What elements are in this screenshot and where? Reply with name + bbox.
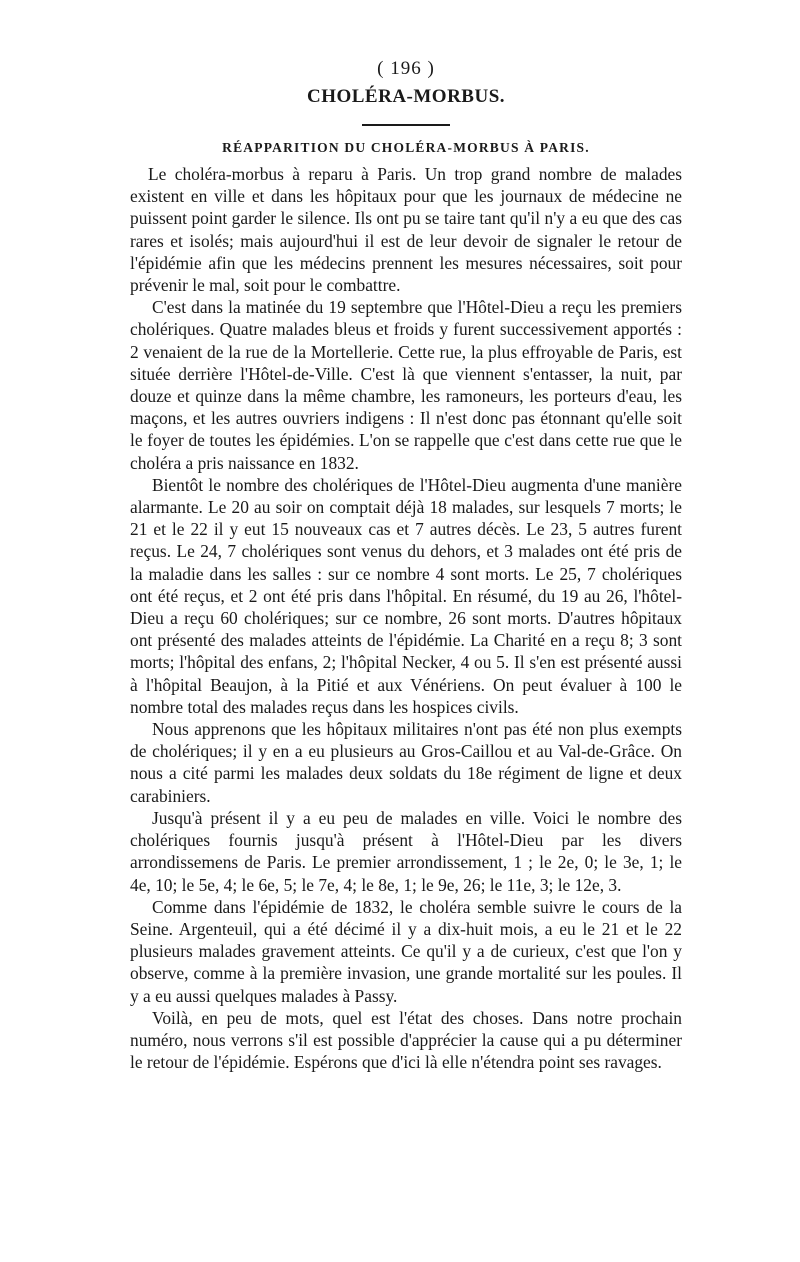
- article-title: RÉAPPARITION DU CHOLÉRA-MORBUS À PARIS.: [222, 140, 590, 155]
- paragraph: Le choléra-morbus à reparu à Paris. Un trop grand nombre de malades existent en ville et dans les hôpitaux pour que les journaux de médecine ne puissent point garder le silence. Ils ont pu se taire tant qu'il n'y a eu que des cas rares et isolés; mais aujourd'hui il est de leur devoir de signaler le retour de l'épidémie afin que les médecins prennent les mesures nécessaires, soit pour prévenir le mal, soit pour le combattre.: [130, 164, 682, 296]
- paragraph: C'est dans la matinée du 19 septembre que l'Hôtel-Dieu a reçu les premiers cholériques. Quatre malades bleus et froids y furent successivement apportés : 2 venaient de la rue de la Mortellerie. Cette rue, la plus effroyable de Paris, est située derrière l'Hôtel-de-Ville. C'est là que viennent s'entasser, la nuit, par douze et quinze dans la même chambre, les ramoneurs, les porteurs d'eau, les maçons, et les autres ouvriers indigens : Il n'est donc pas étonnant qu'elle soit le foyer de toutes les épidémies. L'on se rappelle que c'est dans cette rue que le choléra a pris naissance en 1832.: [130, 297, 682, 473]
- paragraph: Voilà, en peu de mots, quel est l'état des choses. Dans notre prochain numéro, nous verrons s'il est possible d'apprécier la cause qui a pu déterminer le retour de l'épidémie. Espérons que d'ici là elle n'étendra point ses ravages.: [130, 1007, 682, 1073]
- paragraph: Jusqu'à présent il y a eu peu de malades en ville. Voici le nombre des cholériques fournis jusqu'à présent à l'Hôtel-Dieu par les divers arrondissemens de Paris. Le premier arrondissement, 1 ; le 2e, 0; le 3e, 1; le 4e, 10; le 5e, 4; le 6e, 5; le 7e, 4; le 8e, 1; le 9e, 26; le 11e, 3; le 12e, 3.: [130, 807, 682, 895]
- page-number: ( 196 ): [377, 58, 435, 79]
- paragraph: Comme dans l'épidémie de 1832, le choléra semble suivre le cours de la Seine. Argenteuil, qui a été décimé il y a dix-huit mois, a eu le 21 et le 22 plusieurs malades gravement atteints. Ce qu'il y a de curieux, c'est que l'on y observe, comme à la première invasion, une grande mortalité sur les poules. Il y a eu aussi quelques malades à Passy.: [130, 896, 682, 1006]
- paragraph: Nous apprenons que les hôpitaux militaires n'ont pas été non plus exempts de cholériques; il y en a eu plusieurs au Gros-Caillou et au Val-de-Grâce. On nous a cité parmi les malades deux soldats du 18e régiment de ligne et deux carabiniers.: [130, 719, 682, 806]
- document-page: [130, 58, 682, 1073]
- title-divider: [362, 124, 450, 126]
- article-body: [130, 163, 682, 1073]
- paragraph: Bientôt le nombre des cholériques de l'Hôtel-Dieu augmenta d'une manière alarmante. Le 20 au soir on comptait déjà 18 malades, sur lesquels 7 morts; le 21 et le 22 il y eut 15 nouveaux cas et 7 autres décès. Le 23, 5 autres furent reçus. Le 24, 7 cholériques sont venus du dehors, et 3 malades ont été pris de la maladie dans les salles : sur ce nombre 4 sont morts. Le 25, 7 cholériques ont été reçus, et 2 ont été pris dans l'hôpital. En résumé, du 19 au 26, l'hôtel-Dieu a reçu 60 cholériques; sur ce nombre, 26 sont morts. D'autres hôpitaux ont présenté des malades atteints de l'épidémie. La Charité en a reçu 8; 3 sont morts; l'hôpital des enfans, 2; l'hôpital Necker, 4 ou 5. Il s'en est présenté aussi à l'hôpital Beaujon, à la Pitié et aux Vénériens. On peut évaluer à 100 le nombre total des malades reçus dans les hospices civils.: [130, 474, 682, 717]
- section-title: CHOLÉRA-MORBUS.: [306, 86, 506, 107]
